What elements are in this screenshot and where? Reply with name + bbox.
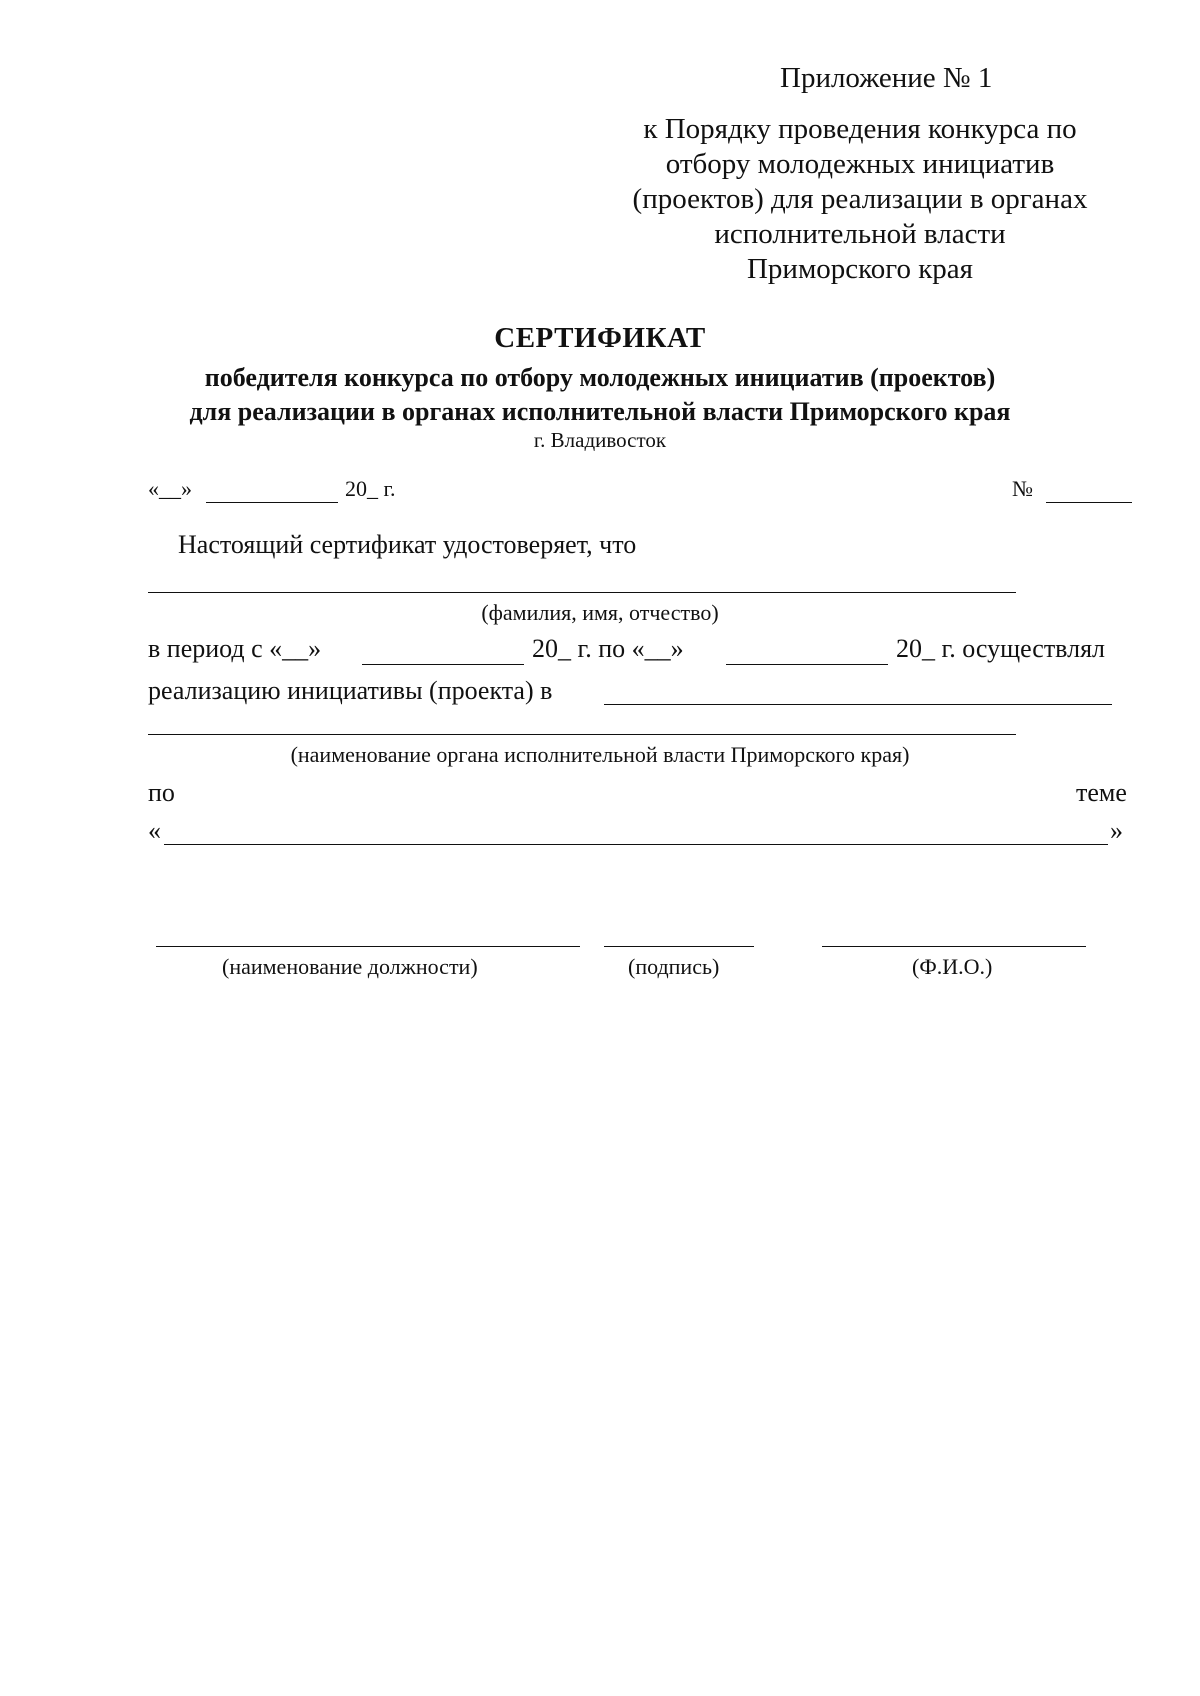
certificate-title: СЕРТИФИКАТ — [494, 322, 706, 354]
fio-caption: (фамилия, имя, отчество) — [481, 600, 719, 625]
teme-text: теме — [1076, 778, 1127, 807]
period-to: 20_ г. по «__» — [532, 634, 684, 663]
organ-blank-2 — [148, 734, 1016, 735]
period-end: 20_ г. осуществлял — [896, 634, 1106, 663]
appendix-line: исполнительной власти — [714, 218, 1006, 250]
subtitle-line: для реализации в органах исполнительной власти Приморского края — [189, 397, 1011, 426]
appendix-line: (проектов) для реализации в органах — [632, 183, 1088, 215]
subtitle-line: победителя конкурса по отбору молодежных инициатив (проектов) — [204, 363, 996, 392]
intro-text: Настоящий сертификат удостоверяет, что — [178, 530, 637, 559]
organ-blank-1 — [604, 704, 1112, 705]
certificate-subtitle — [0, 361, 1200, 429]
period-from-blank — [362, 664, 524, 665]
position-caption: (наименование должности) — [222, 954, 478, 979]
fio-sign-caption: (Ф.И.О.) — [912, 954, 993, 979]
signature-blank — [604, 946, 754, 947]
appendix-line: к Порядку проведения конкурса по — [643, 113, 1077, 145]
date-month-blank — [206, 502, 338, 503]
certificate-city: г. Владивосток — [533, 428, 667, 452]
number-blank — [1046, 502, 1132, 503]
date-day: «__» — [148, 476, 192, 501]
position-blank — [156, 946, 580, 947]
signature-caption: (подпись) — [628, 954, 720, 979]
fio-sign-blank — [822, 946, 1086, 947]
period-from: в период с «__» — [148, 634, 322, 663]
quote-open: « — [148, 816, 161, 845]
period-to-blank — [726, 664, 888, 665]
organ-caption: (наименование органа исполнительной власти Приморского края) — [290, 742, 910, 767]
appendix-reference — [630, 112, 1090, 287]
po-text: по — [148, 778, 175, 807]
theme-blank — [164, 844, 1108, 845]
realization-text: реализацию инициативы (проекта) в — [148, 676, 553, 705]
fio-blank — [148, 592, 1016, 593]
appendix-title: Приложение № 1 — [780, 62, 993, 94]
appendix-line: отбору молодежных инициатив — [665, 148, 1055, 180]
quote-close: » — [1110, 816, 1123, 845]
date-year: 20_ г. — [345, 476, 396, 501]
appendix-line: Приморского края — [746, 253, 974, 285]
number-label: № — [1012, 476, 1033, 501]
